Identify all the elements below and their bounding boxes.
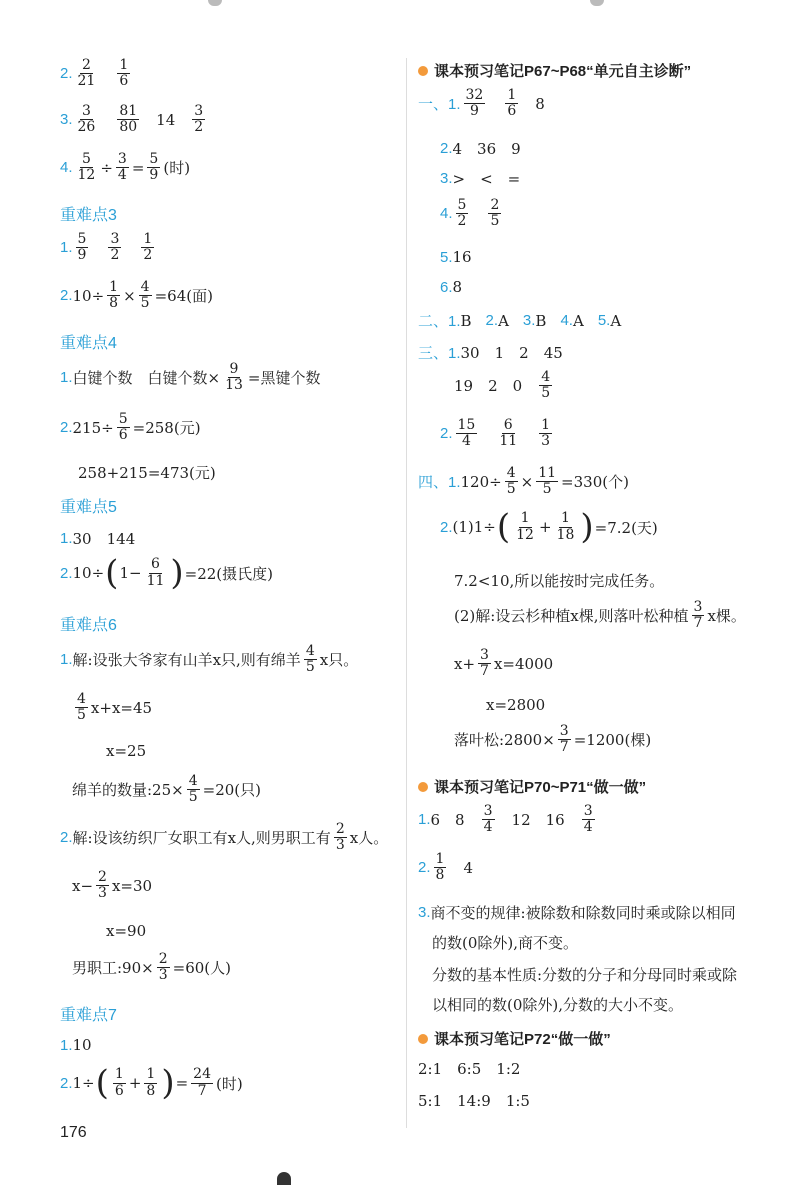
fraction: $\frac{1}{18}$ (556, 510, 575, 543)
answer-line: 落叶松:2800× $\frac{3}{7}$ =1200(棵) (454, 723, 652, 756)
fraction: $\frac{2}{3}$ (158, 951, 168, 984)
answer-line: 2. 10÷ $\frac{1}{8}$ × $\frac{4}{5}$ =64(面) (60, 279, 213, 312)
section-heading: 重难点3 (60, 207, 117, 224)
fraction: $\frac{5}{12}$ (77, 151, 96, 184)
answer-line: 的数(0除外),商不变。 (432, 934, 579, 952)
fraction: $\frac{2}{3}$ (335, 821, 345, 854)
fraction: $\frac{5}{6}$ (118, 411, 128, 444)
fraction: $\frac{3}{2}$ (110, 231, 120, 264)
answer-line: 258+215=473(元) (78, 464, 216, 482)
fraction: $\frac{4}{5}$ (541, 369, 551, 402)
answer-line: 三、1. 30 1 2 45 (418, 344, 563, 362)
answer-line: 3. $\frac{3}{26}$ $\frac{81}{80}$ 14 $\frac{3}{2}$ (60, 103, 204, 136)
fraction: $\frac{5}{9}$ (149, 151, 159, 184)
section-heading: 重难点7 (60, 1007, 117, 1024)
fraction: $\frac{3}{4}$ (483, 803, 493, 836)
answer-line: 二、1. B 2. A 3. B 4. A 5. A (418, 311, 622, 330)
fraction: $\frac{1}{6}$ (114, 1066, 124, 1099)
fraction: $\frac{5}{2}$ (457, 197, 467, 230)
section-title: 课本预习笔记P72“做一做” (418, 1028, 611, 1049)
fraction: $\frac{6}{11}$ (499, 417, 518, 450)
answer-line: 1. 10 (60, 1036, 92, 1054)
fraction: $\frac{6}{11}$ (146, 556, 165, 589)
answer-line: 4. $\frac{5}{12}$ ÷ $\frac{3}{4}$ = $\frac{5}{9}$ (时) (60, 151, 191, 184)
fraction: $\frac{1}{12}$ (516, 510, 534, 543)
fraction: $\frac{1}{8}$ (435, 851, 445, 884)
answer-line: 绵羊的数量:25× $\frac{4}{5}$ =20(只) (72, 773, 262, 806)
answer-line: x=25 (106, 742, 147, 760)
answer-line: 3. > < = (440, 170, 521, 188)
answer-line: 2. 215÷ $\frac{5}{6}$ =258(元) (60, 411, 201, 444)
fraction: $\frac{1}{3}$ (541, 417, 551, 450)
answer-line: 7.2<10,所以能按时完成任务。 (454, 572, 665, 590)
answer-line: 2. $\frac{1}{8}$ 4 (418, 851, 473, 884)
fraction: $\frac{4}{5}$ (305, 643, 315, 676)
section-title: 课本预习笔记P67~P68“单元自主诊断” (418, 60, 691, 81)
answer-line: 2. $\frac{2}{21}$ $\frac{1}{6}$ (60, 57, 129, 90)
fraction: $\frac{3}{2}$ (194, 103, 204, 136)
answer-line: 5:1 14:9 1:5 (418, 1092, 530, 1110)
fraction: $\frac{4}{5}$ (188, 773, 198, 806)
fraction: $\frac{9}{13}$ (225, 361, 243, 394)
answer-line: 2. (1)1÷ ( $\frac{1}{12}$ + $\frac{1}{18}$ ) =7.2(天) (440, 507, 658, 547)
fraction: $\frac{2}{3}$ (98, 869, 107, 902)
answer-line: 一、1. $\frac{32}{9}$ $\frac{1}{6}$ 8 (418, 87, 545, 120)
fraction: $\frac{81}{80}$ (119, 103, 138, 136)
answer-line: 四、1. 120÷ $\frac{4}{5}$ × $\frac{11}{5}$ =330(个) (418, 465, 629, 498)
answer-line: 1. 30 144 (60, 530, 136, 548)
answer-line: 6. 8 (440, 278, 463, 296)
answer-line: 2. 解:设该纺织厂女职工有x人,则男职工有 $\frac{2}{3}$ x人。 (60, 821, 389, 854)
answer-line: 2. $\frac{15}{4}$ $\frac{6}{11}$ $\frac{1}{3}$ (440, 417, 551, 450)
answer-line: x+ $\frac{3}{7}$ x=4000 (454, 647, 554, 680)
fraction: $\frac{3}{26}$ (77, 103, 96, 136)
answer-line: 分数的基本性质:分数的分子和分母同时乘或除 (432, 966, 738, 984)
fraction: $\frac{4}{5}$ (140, 279, 150, 312)
answer-line: 3. 商不变的规律:被除数和除数同时乘或除以相同 (418, 904, 736, 922)
answer-line: (2)解:设云杉种植x棵,则落叶松种植 $\frac{3}{7}$ x棵。 (454, 599, 746, 632)
answer-line: 2. 4 36 9 (440, 140, 521, 158)
section-title: 课本预习笔记P70~P71“做一做” (418, 776, 646, 797)
fraction: $\frac{1}{6}$ (507, 87, 517, 120)
answer-line: 19 2 0 $\frac{4}{5}$ (454, 369, 551, 402)
fraction: $\frac{1}{6}$ (119, 57, 129, 90)
answer-line: 2. 10÷ ( 1− $\frac{6}{11}$ ) =22(摄氏度) (60, 553, 274, 593)
orange-dot-icon (418, 782, 428, 792)
answer-line: 2. 1÷ ( $\frac{1}{6}$ + $\frac{1}{8}$ ) = $\frac{24}{7}$ (时) (60, 1063, 243, 1103)
fraction: $\frac{15}{4}$ (457, 417, 476, 450)
answer-line: 2:1 6:5 1:2 (418, 1060, 521, 1078)
fraction: $\frac{1}{2}$ (143, 231, 153, 264)
orange-dot-icon (418, 66, 428, 76)
section-heading: 重难点6 (60, 617, 117, 634)
column-divider (406, 58, 407, 1128)
fraction: $\frac{3}{7}$ (559, 723, 569, 756)
top-edge-mark (590, 0, 604, 6)
answer-line: 5. 16 (440, 248, 472, 266)
answer-line: 男职工:90× $\frac{2}{3}$ =60(人) (72, 951, 232, 984)
answer-line: 1. 6 8 $\frac{3}{4}$ 12 16 $\frac{3}{4}$ (418, 803, 593, 836)
answer-line: $\frac{4}{5}$ x+x=45 (77, 691, 153, 724)
fraction: $\frac{1}{8}$ (109, 279, 119, 312)
fraction: $\frac{4}{5}$ (77, 691, 86, 724)
bottom-edge-mark (277, 1172, 291, 1185)
answer-line: x=90 (106, 922, 147, 940)
fraction: $\frac{24}{7}$ (193, 1066, 211, 1099)
answer-line: 1. 白键个数 白键个数× $\frac{9}{13}$ =黑键个数 (60, 361, 321, 394)
answer-line: x=2800 (486, 696, 546, 714)
answer-line: 4. $\frac{5}{2}$ $\frac{2}{5}$ (440, 197, 500, 230)
answer-line: 1. 解:设张大爷家有山羊x只,则有绵羊 $\frac{4}{5}$ x只。 (60, 643, 359, 676)
section-heading: 重难点4 (60, 335, 117, 352)
answer-line: x− $\frac{2}{3}$ x=30 (72, 869, 153, 902)
fraction: $\frac{2}{21}$ (77, 57, 96, 90)
fraction: $\frac{5}{9}$ (77, 231, 87, 264)
fraction: $\frac{11}{5}$ (538, 465, 557, 498)
fraction: $\frac{3}{4}$ (117, 151, 127, 184)
fraction: $\frac{32}{9}$ (465, 87, 484, 120)
fraction: $\frac{3}{7}$ (693, 599, 703, 632)
section-heading: 重难点5 (60, 499, 117, 516)
answer-line: 以相同的数(0除外),分数的大小不变。 (432, 996, 684, 1014)
page-number: 176 (60, 1124, 87, 1141)
fraction: $\frac{1}{8}$ (146, 1066, 156, 1099)
fraction: $\frac{2}{5}$ (490, 197, 500, 230)
orange-dot-icon (418, 1034, 428, 1044)
answer-line: 1. $\frac{5}{9}$ $\frac{3}{2}$ $\frac{1}{2}$ (60, 231, 153, 264)
top-edge-mark (208, 0, 222, 6)
fraction: $\frac{3}{4}$ (583, 803, 593, 836)
fraction: $\frac{3}{7}$ (480, 647, 489, 680)
fraction: $\frac{4}{5}$ (506, 465, 516, 498)
